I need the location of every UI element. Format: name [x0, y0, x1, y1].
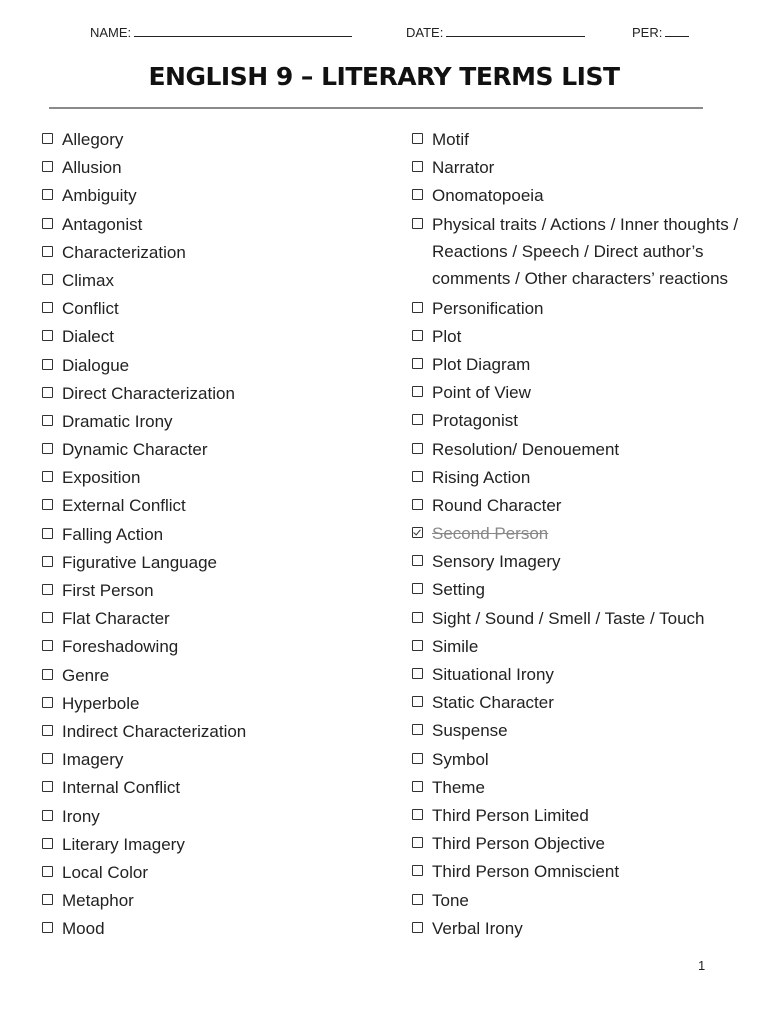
term-label: Situational Irony: [432, 665, 554, 684]
term-item[interactable]: [42, 803, 372, 831]
checkbox-icon[interactable]: [42, 753, 53, 764]
term-item[interactable]: [42, 662, 372, 690]
term-item[interactable]: [42, 408, 372, 436]
term-item[interactable]: [412, 126, 742, 154]
checkbox-icon[interactable]: [412, 781, 423, 792]
checkbox-icon[interactable]: [412, 724, 423, 735]
per-field: [632, 24, 689, 40]
checkbox-icon[interactable]: [42, 443, 53, 454]
term-item[interactable]: [42, 549, 372, 577]
term-label: Exposition: [62, 468, 141, 488]
term-item[interactable]: [42, 577, 372, 605]
term-item[interactable]: [42, 211, 372, 239]
checkbox-icon[interactable]: [412, 330, 423, 341]
term-label: Antagonist: [62, 214, 143, 234]
checkbox-icon[interactable]: [412, 133, 423, 144]
term-label: Genre: [62, 665, 110, 685]
term-item[interactable]: [42, 154, 372, 182]
term-label: Flat Character: [62, 609, 170, 629]
term-label: Round Character: [432, 495, 562, 515]
name-label: NAME:: [90, 25, 132, 40]
checkbox-icon[interactable]: [412, 668, 423, 679]
term-item[interactable]: [412, 154, 742, 182]
term-item[interactable]: [42, 859, 372, 887]
checkbox-icon[interactable]: [42, 471, 53, 482]
term-item[interactable]: [412, 211, 742, 295]
checkbox-icon[interactable]: [412, 302, 423, 313]
checkbox-icon[interactable]: [42, 669, 53, 680]
name-field: [90, 24, 352, 40]
term-item[interactable]: [412, 464, 742, 492]
name-blank[interactable]: [134, 24, 352, 37]
per-blank[interactable]: [665, 24, 689, 37]
title-divider: [49, 107, 703, 109]
checkbox-icon[interactable]: [42, 584, 53, 595]
term-label: Direct Characterization: [62, 383, 235, 403]
checkbox-icon[interactable]: [42, 866, 53, 877]
term-item[interactable]: [412, 295, 742, 323]
page-title: ENGLISH 9 – LITERARY TERMS LIST: [148, 62, 620, 91]
term-label: Mood: [62, 919, 105, 939]
term-item[interactable]: [412, 605, 742, 633]
checkbox-icon[interactable]: [42, 810, 53, 821]
checkbox-icon[interactable]: [42, 499, 53, 510]
term-item[interactable]: [412, 717, 742, 745]
checkbox-icon[interactable]: [42, 302, 53, 313]
term-item[interactable]: [42, 380, 372, 408]
term-item[interactable]: [412, 633, 742, 661]
checkbox-icon[interactable]: [42, 133, 53, 144]
checkbox-icon[interactable]: [412, 583, 423, 594]
checkbox-icon[interactable]: [412, 218, 423, 229]
term-label: Hyperbole: [62, 693, 140, 713]
term-label: Plot: [432, 326, 462, 346]
term-item[interactable]: [42, 605, 372, 633]
checkbox-icon[interactable]: [412, 753, 423, 764]
term-label: Falling Action: [62, 524, 164, 544]
term-item[interactable]: [412, 802, 742, 830]
right-term-list: [412, 126, 742, 943]
term-item[interactable]: [412, 520, 742, 548]
term-label: External Conflict: [62, 496, 186, 516]
term-item[interactable]: [412, 436, 742, 464]
term-item[interactable]: [412, 492, 742, 520]
checkbox-icon[interactable]: [412, 865, 423, 876]
term-item[interactable]: [42, 774, 372, 802]
term-label: Sensory Imagery: [432, 552, 561, 572]
checkbox-icon[interactable]: [412, 837, 423, 848]
term-label: Local Color: [62, 862, 148, 882]
checkbox-icon[interactable]: [42, 612, 53, 623]
term-label: Verbal Irony: [432, 918, 523, 938]
term-label: Third Person Limited: [432, 805, 589, 825]
term-item[interactable]: [42, 492, 372, 520]
term-item[interactable]: [42, 746, 372, 774]
checkbox-icon[interactable]: [42, 359, 53, 370]
term-item[interactable]: [412, 746, 742, 774]
checkbox-icon[interactable]: [412, 189, 423, 200]
term-item[interactable]: [42, 690, 372, 718]
term-label: Sight / Sound / Smell / Taste / Touch: [432, 608, 705, 628]
term-item[interactable]: [42, 436, 372, 464]
term-label: Dialect: [62, 327, 114, 347]
checkbox-icon[interactable]: [412, 555, 423, 566]
term-item[interactable]: [42, 182, 372, 210]
term-item[interactable]: [42, 718, 372, 746]
term-item[interactable]: [42, 521, 372, 549]
checkbox-icon[interactable]: [42, 387, 53, 398]
term-label: Climax: [62, 270, 114, 290]
term-label: Third Person Objective: [432, 834, 605, 854]
term-label: Plot Diagram: [432, 354, 531, 374]
term-item[interactable]: [412, 379, 742, 407]
checkbox-icon[interactable]: [42, 415, 53, 426]
term-label: Point of View: [432, 383, 531, 403]
term-label: Tone: [432, 890, 469, 910]
checkbox-icon[interactable]: [42, 556, 53, 567]
checked-checkbox-icon[interactable]: [412, 527, 423, 538]
term-label: Conflict: [62, 299, 119, 319]
checkbox-icon[interactable]: [412, 894, 423, 905]
checkbox-icon[interactable]: [42, 330, 53, 341]
term-label: Figurative Language: [62, 552, 218, 572]
term-label: Dynamic Character: [62, 440, 208, 460]
term-label: Suspense: [432, 721, 508, 741]
term-label: Second Person: [432, 524, 549, 544]
checkbox-icon[interactable]: [42, 246, 53, 257]
term-label: Irony: [62, 806, 100, 826]
term-item[interactable]: [42, 831, 372, 859]
checkbox-icon[interactable]: [42, 781, 53, 792]
checkbox-icon[interactable]: [42, 894, 53, 905]
term-label: Static Character: [432, 693, 554, 713]
term-item[interactable]: [42, 887, 372, 915]
term-label: Foreshadowing: [62, 637, 179, 657]
checkbox-icon[interactable]: [412, 443, 423, 454]
checkbox-icon[interactable]: [412, 471, 423, 482]
checkbox-icon[interactable]: [412, 414, 423, 425]
checkbox-icon[interactable]: [42, 189, 53, 200]
term-label: Dialogue: [62, 355, 130, 375]
term-item[interactable]: [412, 182, 742, 210]
term-label: Internal Conflict: [62, 778, 181, 798]
term-label: Ambiguity: [62, 186, 137, 206]
term-label: First Person: [62, 581, 154, 600]
term-item[interactable]: [42, 126, 372, 154]
term-item[interactable]: [412, 661, 742, 689]
term-label: Indirect Characterization: [62, 721, 247, 741]
term-label: Protagonist: [432, 411, 518, 431]
left-term-list: [42, 126, 372, 943]
term-label: Imagery: [62, 750, 124, 770]
date-blank[interactable]: [446, 24, 585, 37]
term-item[interactable]: [42, 633, 372, 661]
term-item[interactable]: [42, 239, 372, 267]
term-item[interactable]: [412, 858, 742, 886]
term-label: Rising Action: [432, 467, 531, 487]
term-label: Theme: [432, 777, 485, 797]
term-label: Allegory: [62, 130, 124, 149]
checkbox-icon[interactable]: [42, 697, 53, 708]
checkbox-icon[interactable]: [412, 499, 423, 510]
checkbox-icon[interactable]: [42, 838, 53, 849]
term-item[interactable]: [412, 351, 742, 379]
checkbox-icon[interactable]: [412, 161, 423, 172]
term-label: Metaphor: [62, 891, 134, 911]
term-item[interactable]: [42, 352, 372, 380]
term-item[interactable]: [412, 830, 742, 858]
date-label: DATE:: [406, 25, 444, 40]
term-label: Personification: [432, 298, 544, 318]
checkbox-icon[interactable]: [42, 161, 53, 172]
term-item[interactable]: [42, 915, 372, 943]
date-field: [406, 24, 585, 40]
checkbox-icon[interactable]: [42, 725, 53, 736]
checkbox-icon[interactable]: [42, 528, 53, 539]
term-item[interactable]: [412, 323, 742, 351]
checkbox-icon[interactable]: [42, 218, 53, 229]
term-label: Allusion: [62, 158, 122, 178]
term-label: Symbol: [432, 749, 489, 769]
header-fields: [0, 24, 768, 42]
checkbox-icon[interactable]: [412, 386, 423, 397]
term-label: Narrator: [432, 158, 495, 178]
term-label: Motif: [432, 130, 469, 149]
term-item[interactable]: [42, 323, 372, 351]
term-item[interactable]: [412, 548, 742, 576]
term-item[interactable]: [412, 887, 742, 915]
term-item[interactable]: [412, 576, 742, 604]
checkbox-icon[interactable]: [412, 640, 423, 651]
checkbox-icon[interactable]: [412, 612, 423, 623]
checkbox-icon[interactable]: [412, 809, 423, 820]
term-label: Third Person Omniscient: [432, 862, 620, 882]
term-item[interactable]: [42, 464, 372, 492]
page-number: 1: [698, 958, 706, 973]
term-label: Resolution/ Denouement: [432, 439, 620, 459]
term-label: Physical traits / Actions / Inner thoughts / Reactions / Speech / Direct author’s comments / Other characters’ reactions: [432, 214, 739, 288]
checkbox-icon[interactable]: [412, 696, 423, 707]
per-label: PER:: [632, 25, 663, 40]
term-label: Dramatic Irony: [62, 411, 173, 431]
term-item[interactable]: [412, 915, 742, 943]
term-label: Characterization: [62, 242, 186, 262]
checkbox-icon[interactable]: [42, 640, 53, 651]
term-item[interactable]: [42, 295, 372, 323]
term-label: Onomatopoeia: [432, 186, 544, 206]
term-item[interactable]: [412, 689, 742, 717]
term-item[interactable]: [412, 407, 742, 435]
term-label: Setting: [432, 580, 485, 600]
checkbox-icon[interactable]: [412, 922, 423, 933]
term-label: Literary Imagery: [62, 834, 185, 854]
term-label: Simile: [432, 636, 479, 656]
checkbox-icon[interactable]: [42, 274, 53, 285]
term-item[interactable]: [412, 774, 742, 802]
checkbox-icon[interactable]: [42, 922, 53, 933]
checkbox-icon[interactable]: [412, 358, 423, 369]
term-item[interactable]: [42, 267, 372, 295]
